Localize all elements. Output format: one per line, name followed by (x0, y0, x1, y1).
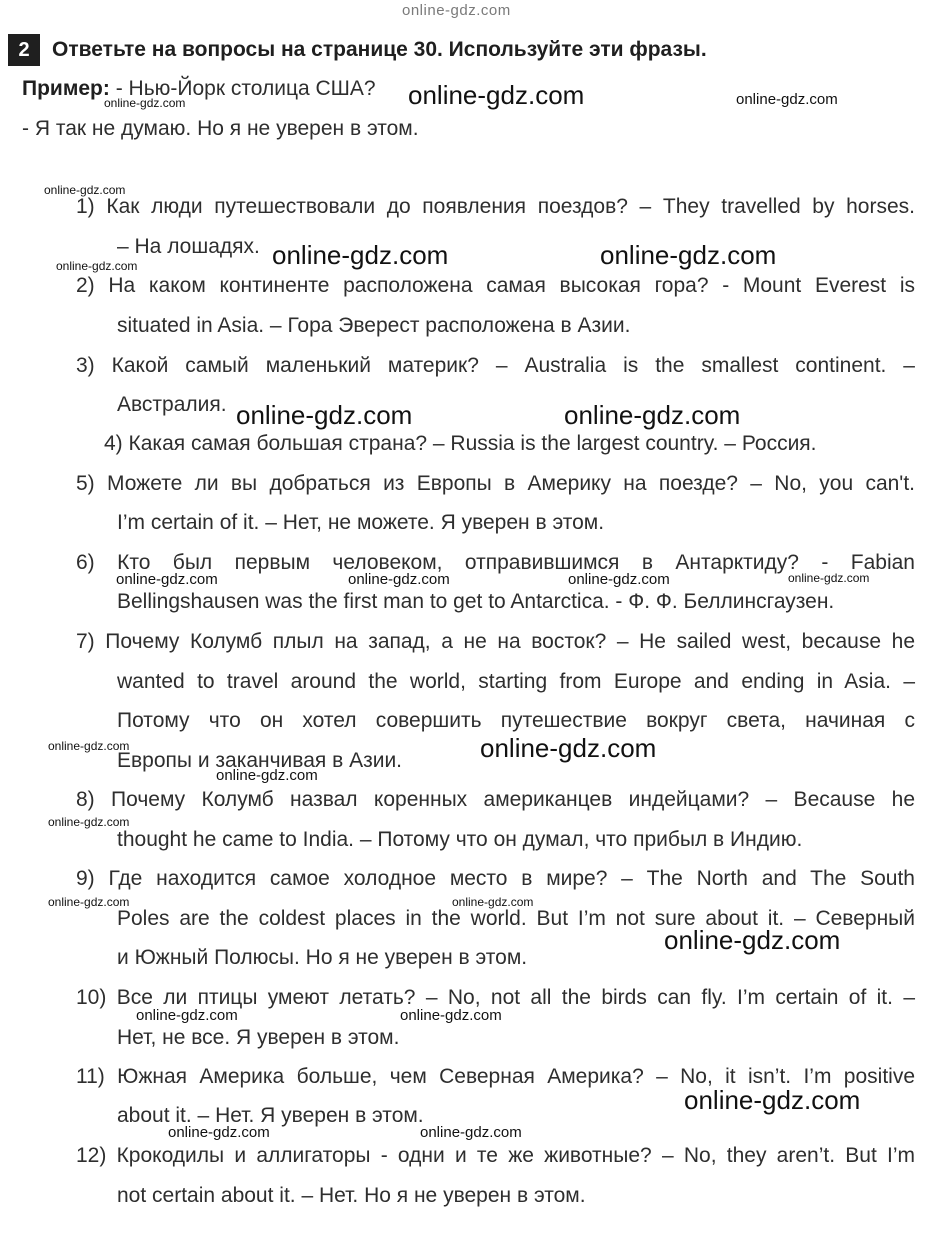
example-question-text: - Нью-Йорк столица США? (109, 77, 376, 100)
watermark: online-gdz.com (44, 183, 126, 197)
answer-item-8-continuation: thought he came to India. – Потому что он думал, что прибыл в Индию. (117, 828, 803, 851)
watermark: online-gdz.com (48, 895, 130, 909)
answer-item-5: 5) Можете ли вы добраться из Европы в Америку на поезде? – No, you can't. (76, 472, 915, 495)
answer-item-12-continuation: not certain about it. – Нет. Но я не уверен в этом. (117, 1184, 586, 1207)
answer-item-8: 8) Почему Колумб назвал коренных американцев индейцами? – Because he (76, 788, 915, 811)
watermark: online-gdz.com (236, 400, 413, 430)
answer-item-2-continuation: situated in Asia. – Гора Эверест расположена в Азии. (117, 314, 631, 337)
watermark: online-gdz.com (420, 1124, 522, 1141)
watermark: online-gdz.com (348, 571, 450, 588)
answer-item-7-continuation-2: Потому что он хотел совершить путешествие вокруг света, начиная с (117, 709, 915, 732)
watermark: online-gdz.com (736, 91, 838, 108)
answer-item-9-continuation-2: и Южный Полюсы. Но я не уверен в этом. (117, 946, 528, 969)
watermark: online-gdz.com (104, 96, 186, 110)
watermark: online-gdz.com (452, 895, 534, 909)
example-label: Пример: (22, 77, 110, 100)
answer-item-2: 2) На каком континенте расположена самая высокая гора? - Mount Everest is (76, 274, 915, 297)
watermark: online-gdz.com (684, 1085, 861, 1115)
answer-item-1: 1) Как люди путешествовали до появления поездов? – They travelled by horses. (76, 195, 915, 218)
watermark: online-gdz.com (48, 815, 130, 829)
answer-item-9: 9) Где находится самое холодное место в мире? – The North and The South (76, 867, 915, 890)
task-number-badge: 2 (8, 34, 40, 66)
answer-item-6-continuation: Bellingshausen was the first man to get to Antarctica. - Ф. Ф. Беллинсгаузен. (117, 590, 835, 613)
watermark: online-gdz.com (48, 739, 130, 753)
answer-item-7-continuation-1: wanted to travel around the world, starting from Europe and ending in Asia. – (117, 670, 915, 693)
answer-item-7: 7) Почему Колумб плыл на запад, а не на восток? – He sailed west, because he (76, 630, 915, 653)
answer-item-7-continuation-3: Европы и заканчивая в Азии. (117, 749, 403, 772)
watermark: online-gdz.com (168, 1124, 270, 1141)
site-header-watermark: online-gdz.com (402, 2, 511, 19)
watermark: online-gdz.com (272, 240, 449, 270)
watermark: online-gdz.com (568, 571, 670, 588)
watermark: online-gdz.com (600, 240, 777, 270)
watermark: online-gdz.com (216, 767, 318, 784)
task-header (8, 34, 707, 66)
answer-item-10: 10) Все ли птицы умеют летать? – No, not all the birds can fly. I’m certain of it. – (76, 986, 915, 1009)
watermark: online-gdz.com (480, 733, 657, 763)
watermark: online-gdz.com (136, 1007, 238, 1024)
answer-item-6: 6) Кто был первым человеком, отправившимся в Антарктиду? - Fabian (76, 551, 915, 574)
watermark: online-gdz.com (564, 400, 741, 430)
watermark: online-gdz.com (408, 80, 585, 110)
answer-item-5-continuation: I’m certain of it. – Нет, не можете. Я уверен в этом. (117, 511, 605, 534)
watermark: online-gdz.com (56, 259, 138, 273)
answer-item-11-continuation: about it. – Нет. Я уверен в этом. (117, 1104, 424, 1127)
answer-item-11: 11) Южная Америка больше, чем Северная Америка? – No, it isn’t. I’m positive (76, 1065, 915, 1088)
answer-item-4: 4) Какая самая большая страна? – Russia is the largest country. – Россия. (104, 432, 817, 455)
answer-item-10-continuation: Нет, не все. Я уверен в этом. (117, 1026, 400, 1049)
example-answer: - Я так не думаю. Но я не уверен в этом. (22, 117, 419, 140)
example-question (22, 77, 376, 101)
watermark: online-gdz.com (664, 925, 841, 955)
watermark: online-gdz.com (788, 571, 870, 585)
answer-item-1-continuation: – На лошадях. (117, 235, 260, 258)
answer-item-12: 12) Крокодилы и аллигаторы - одни и те же животные? – No, they aren’t. But I’m (76, 1144, 915, 1167)
answer-item-3-continuation: Австралия. (117, 393, 227, 416)
answer-item-3: 3) Какой самый маленький материк? – Australia is the smallest continent. – (76, 354, 915, 377)
answer-item-9-continuation-1: Poles are the coldest places in the world. But I’m not sure about it. – Северный (117, 907, 915, 930)
watermark: online-gdz.com (400, 1007, 502, 1024)
task-title: Ответьте на вопросы на странице 30. Используйте эти фразы. (52, 38, 707, 61)
watermark: online-gdz.com (116, 571, 218, 588)
